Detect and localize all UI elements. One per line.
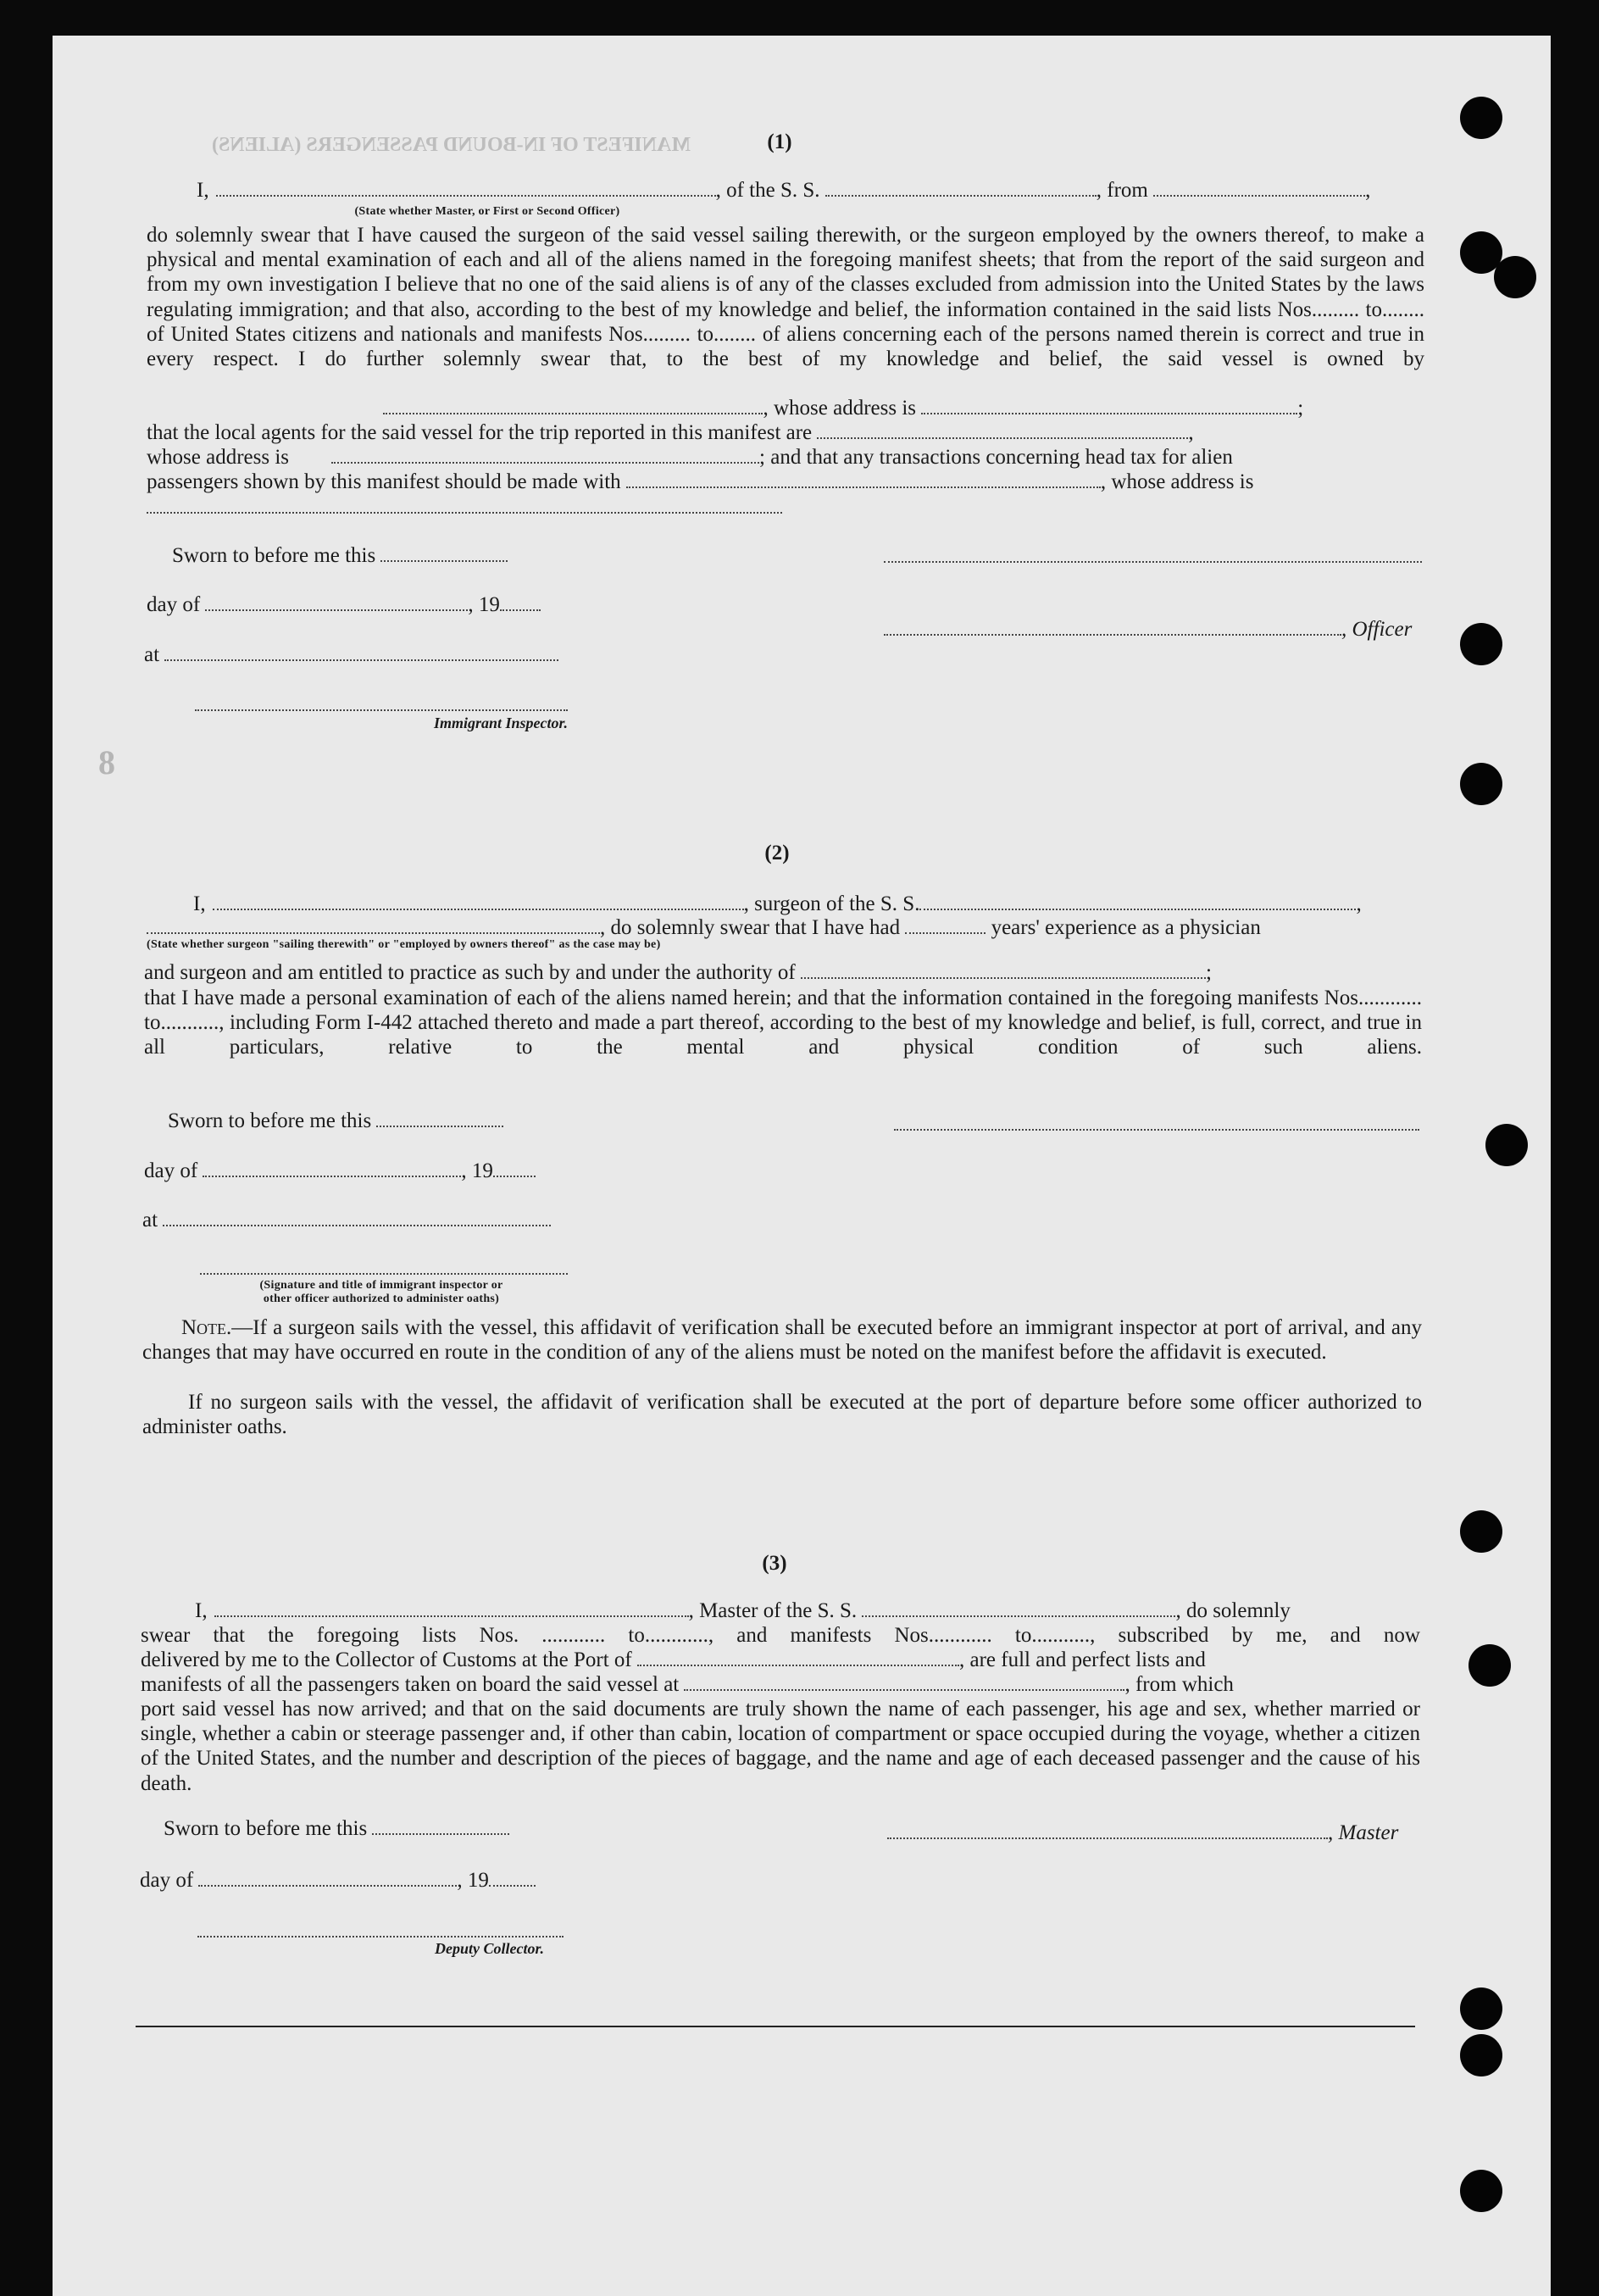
bottom-rule bbox=[136, 2026, 1415, 2027]
s1-signature-dots bbox=[884, 561, 1422, 563]
s1-agents-line: that the local agents for the said vessel for the trip reported in this manifest are , bbox=[147, 421, 1194, 444]
s3-line-3: delivered by me to the Collector of Customs at the Port of , are full and perfect lists and bbox=[141, 1648, 1206, 1671]
s3-deputy-dots bbox=[197, 1936, 564, 1937]
s1-whose-line: whose address is ; and that any transactions concerning head tax for alien bbox=[147, 446, 1233, 469]
s2-day-of: day of , 19 bbox=[144, 1159, 536, 1184]
s2-note-1: Note.—If a surgeon sails with the vessel, this affidavit of verification shall be executed before an immigrant inspector at port of arrival, and any changes that may have occurred en route in the condition of any of the aliens must be noted on the manifest before the affidavit is executed. bbox=[142, 1316, 1422, 1365]
punch-hole bbox=[1460, 97, 1502, 139]
s1-inspector-label: Immigrant Inspector. bbox=[433, 714, 568, 731]
s2-sworn: Sworn to before me this bbox=[168, 1109, 503, 1134]
s1-line-1: I, , of the S. S. , from , bbox=[197, 179, 1371, 202]
punch-hole bbox=[1485, 1124, 1528, 1166]
punch-hole bbox=[1460, 1510, 1502, 1553]
s2-at: at bbox=[142, 1208, 551, 1233]
s3-body: port said vessel has now arrived; and that on the said documents are truly shown the name of each passenger, his age and sex, whether married or single, whether a cabin or steerage passenger and, if other than cabin, location of compartment or space occupied during the voyage, whether a citizen of the United States, and the number and description of the pieces of baggage, and the name and age of each deceased passenger and the cause of his death. bbox=[141, 1698, 1420, 1795]
s2-sig-caption-2: other officer authorized to administer oaths) bbox=[263, 1293, 500, 1305]
s1-body: do solemnly swear that I have caused the surgeon of the said vessel sailing therewith, or the surgeon employed by the owners thereof, to make a physical and mental examination of each and all of the aliens named in the foregoing manifest sheets; that from the report of the said surgeon and from my own investigation I believe that no one of the said aliens is of any of the classes excluded from admission into the United States by the laws regulating immigration; and that also, according to the best of my knowledge and belief, the information contained in the said lists Nos......... to........ of United States citizens and nationals and manifests Nos......... to........ of aliens concerning each of the persons named therein is correct and true in every respect. I do further solemnly swear that, to the best of my knowledge and belief, the said vessel is owned by bbox=[147, 224, 1424, 371]
s2-sig-dots bbox=[200, 1273, 568, 1275]
punch-hole bbox=[1469, 1644, 1511, 1687]
s1-passengers-line: passengers shown by this manifest should be made with , whose address is bbox=[147, 470, 1254, 493]
section-3-number: (3) bbox=[762, 1552, 787, 1575]
punch-hole bbox=[1460, 623, 1502, 665]
punch-hole bbox=[1460, 2170, 1502, 2212]
punch-hole bbox=[1494, 256, 1536, 298]
s3-line-4: manifests of all the passengers taken on board the said vessel at , from which bbox=[141, 1673, 1234, 1696]
s1-inspector-dots bbox=[195, 709, 568, 711]
s3-sworn: Sworn to before me this bbox=[164, 1816, 509, 1842]
s3-line-2: swear that the foregoing lists Nos. ............ to............, and manifests Nos............ to..........., subscribed by me, and now bbox=[141, 1624, 1420, 1647]
s2-line-2: , do solemnly swear that I have had years' experience as a physician bbox=[147, 915, 1261, 941]
s1-address-dots bbox=[147, 512, 782, 514]
s1-at: at bbox=[144, 642, 558, 668]
s1-day-of: day of , 19 bbox=[147, 592, 541, 618]
s3-deputy-label: Deputy Collector. bbox=[435, 1940, 544, 1957]
s2-note-2: If no surgeon sails with the vessel, the affidavit of verification shall be executed at the port of departure before some officer authorized to administer oaths. bbox=[142, 1391, 1422, 1439]
s2-caption: (State whether surgeon "sailing therewith" or "employed by owners thereof" as the case may be) bbox=[147, 938, 661, 951]
bleed-through-header: MANIFEST OF IN-BOUND PASSENGERS (ALIENS) bbox=[212, 134, 691, 156]
s2-sig-caption-1: (Signature and title of immigrant inspector or bbox=[259, 1279, 503, 1292]
s3-day-of: day of , 19 bbox=[140, 1868, 536, 1893]
s3-master-line: , Master bbox=[887, 1821, 1398, 1846]
punch-hole bbox=[1460, 763, 1502, 805]
s1-owned-line: , whose address is ; bbox=[147, 396, 1303, 421]
s2-signature-dots bbox=[894, 1129, 1419, 1131]
s3-line-1: I, , Master of the S. S. , do solemnly bbox=[195, 1599, 1291, 1622]
margin-mark: 8 bbox=[98, 743, 115, 781]
section-1-number: (1) bbox=[767, 131, 792, 153]
section-2-number: (2) bbox=[764, 842, 790, 864]
s2-body: that I have made a personal examination of each of the aliens named herein; and that the information contained in the foregoing manifests Nos............ to..........., including Form I-442 attached thereto and made a part thereof, according to the best of my knowledge and belief, is full, correct, and true in all particulars, relative to the mental and physical condition of such aliens. bbox=[144, 987, 1422, 1059]
s1-officer-line: , Officer bbox=[884, 617, 1412, 642]
punch-hole bbox=[1460, 2034, 1502, 2076]
s1-sworn: Sworn to before me this bbox=[172, 543, 508, 569]
punch-hole bbox=[1460, 1987, 1502, 2030]
s2-line-1: I, , surgeon of the S. S. , bbox=[193, 892, 1362, 915]
s1-caption: (State whether Master, or First or Second Officer) bbox=[354, 205, 620, 218]
s2-authority-line: and surgeon and am entitled to practice as such by and under the authority of ; bbox=[144, 961, 1212, 984]
